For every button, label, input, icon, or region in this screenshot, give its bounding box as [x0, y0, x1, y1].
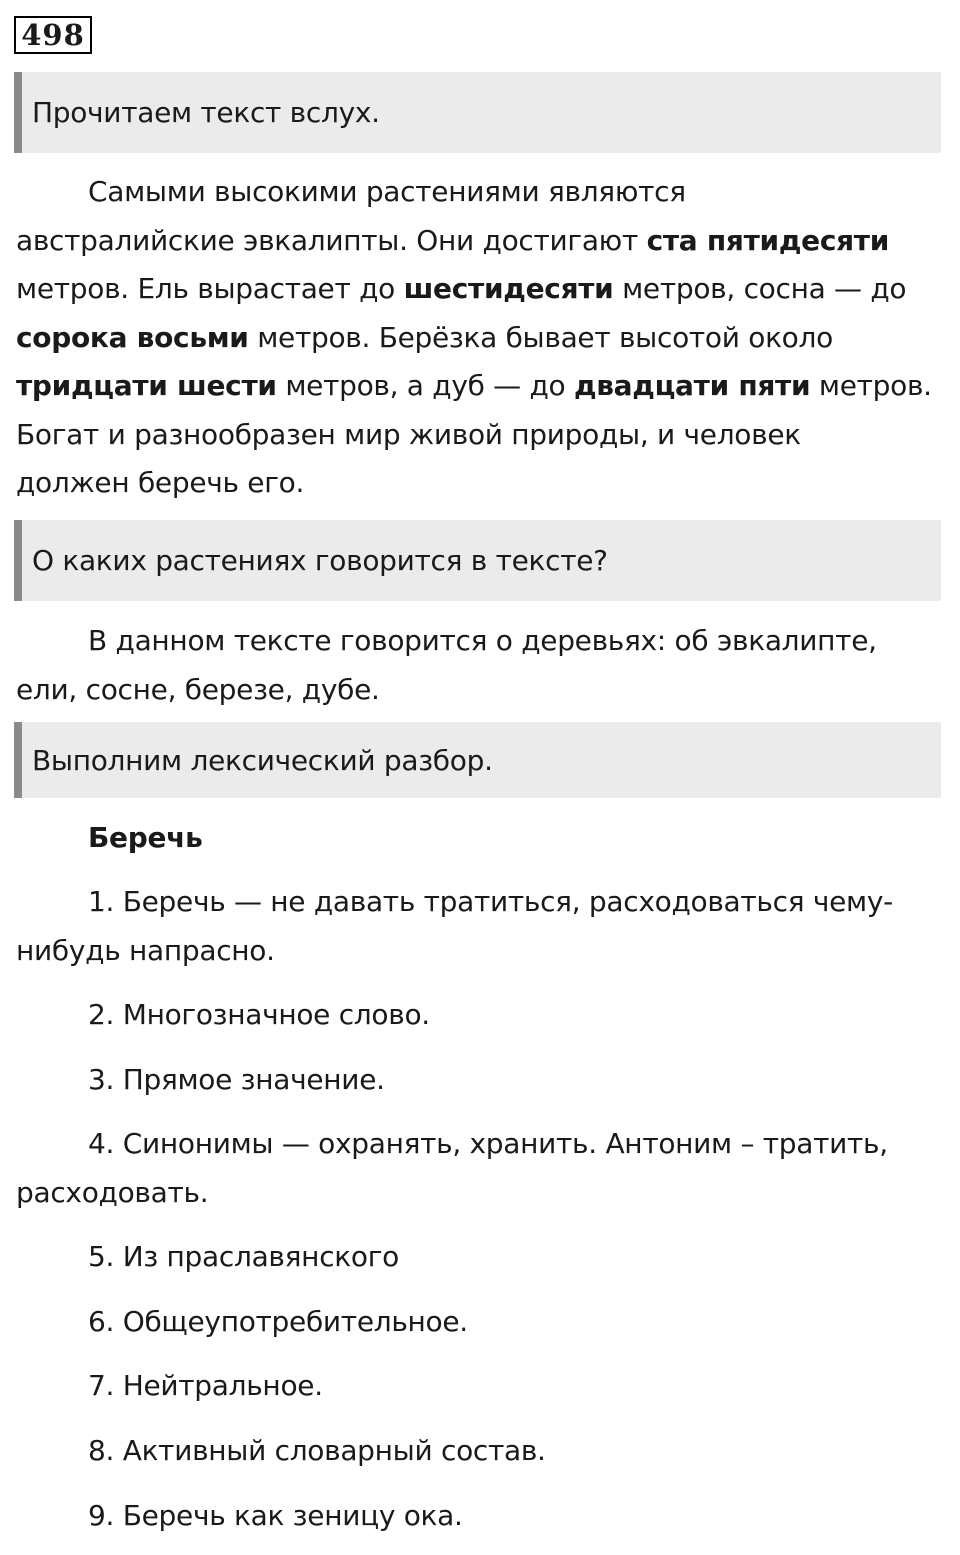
text-line: В данном тексте говорится о деревьях: об эвкалипте,: [88, 624, 877, 657]
text-fragment: Самыми высокими растениями являются: [88, 175, 686, 208]
analysis-item-3: 3. Прямое значение.: [88, 1063, 385, 1096]
instruction-banner-analysis: [14, 722, 941, 798]
analysis-item-2: 2. Многозначное слово.: [88, 998, 430, 1031]
text-fragment: метров. Ель вырастает до: [16, 272, 404, 305]
text-line: 4. Синонимы — охранять, хранить. Антоним – тратить,: [88, 1127, 888, 1160]
analysis-item-1: [16, 878, 946, 975]
text-line: [16, 265, 946, 314]
text-fragment: метров, сосна — до: [613, 272, 907, 305]
answer-text: [16, 617, 946, 714]
analysis-item-6: 6. Общеупотребительное.: [88, 1305, 468, 1338]
bold-numeral: ста пятидесяти: [646, 223, 890, 257]
text-line: нибудь напрасно.: [16, 933, 275, 967]
analysis-item-7: 7. Нейтральное.: [88, 1369, 323, 1402]
task-number: 498: [14, 16, 92, 54]
text-line: [16, 217, 946, 266]
text-fragment: Богат и разнообразен мир живой природы, и человек: [16, 417, 801, 451]
text-fragment: метров.: [810, 369, 932, 402]
text-line: [16, 362, 946, 411]
text-line: ели, сосне, березе, дубе.: [16, 672, 380, 706]
bold-numeral: тридцати шести: [16, 369, 277, 402]
analysis-item-9: 9. Беречь как зеницу ока.: [88, 1499, 463, 1532]
bold-numeral: шестидесяти: [403, 272, 614, 305]
text-fragment: должен беречь его.: [16, 466, 305, 499]
analysis-item-4: [16, 1120, 946, 1217]
question-banner: [14, 520, 941, 601]
text-line: [16, 168, 946, 217]
instruction-text: Выполним лексический разбор.: [32, 743, 493, 777]
analysis-item-5: 5. Из праславянского: [88, 1240, 399, 1273]
question-text: О каких растениях говорится в тексте?: [32, 544, 608, 577]
text-fragment: австралийские эвкалипты. Они достигают: [16, 223, 647, 257]
text-line: расходовать.: [16, 1175, 209, 1209]
text-line: [16, 411, 946, 460]
text-line: [16, 314, 946, 363]
source-text: [16, 168, 946, 508]
analysis-item-8: 8. Активный словарный состав.: [88, 1434, 546, 1467]
instruction-banner-read: [14, 72, 941, 153]
analyzed-word: Беречь: [88, 821, 203, 854]
text-line: [16, 459, 946, 508]
instruction-text: Прочитаем текст вслух.: [32, 96, 380, 129]
bold-numeral: двадцати пяти: [573, 369, 811, 402]
text-fragment: метров, а дуб — до: [276, 369, 574, 402]
text-fragment: метров. Берёзка бывает высотой около: [248, 320, 833, 354]
bold-numeral: сорока восьми: [16, 320, 249, 354]
text-line: 1. Беречь — не давать тратиться, расходоваться чему-: [88, 885, 893, 918]
